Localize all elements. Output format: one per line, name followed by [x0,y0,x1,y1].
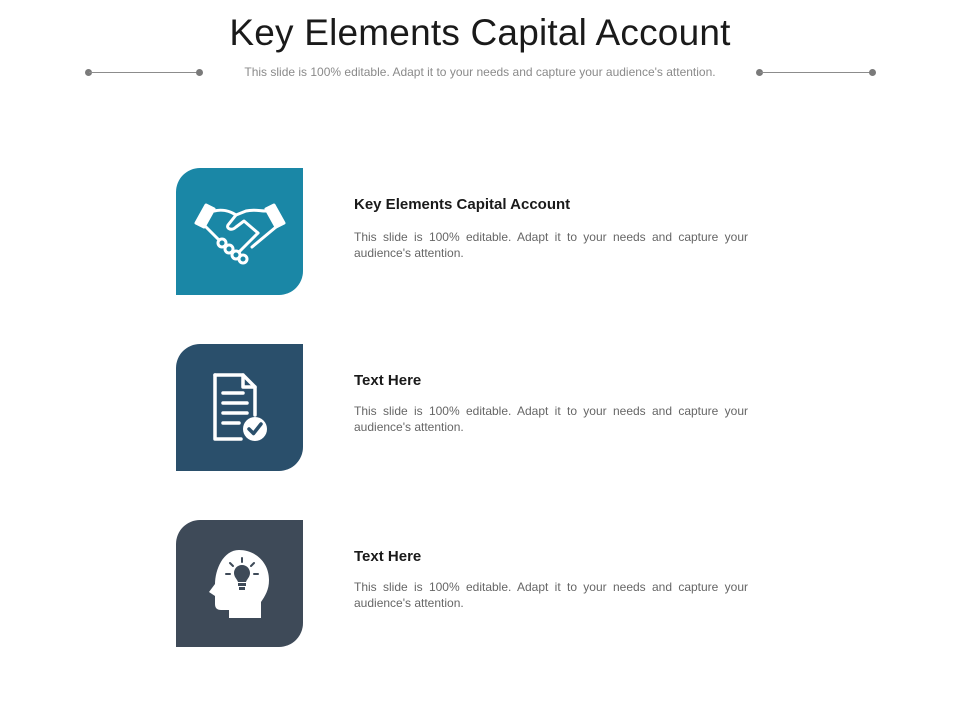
document-check-icon [205,371,275,445]
item-1-body: This slide is 100% editable. Adapt it to your needs and capture your audience's attention. [354,230,748,260]
item-3-tile [176,520,303,647]
right-outer-dot [869,69,876,76]
handshake-icon [192,199,288,265]
item-2-body: This slide is 100% editable. Adapt it to your needs and capture your audience's attention. [354,404,748,434]
right-divider-line [760,72,872,73]
subtitle-row [0,64,960,82]
item-1-tile [176,168,303,295]
item-1-heading: Key Elements Capital Account [354,196,571,213]
item-3-body: This slide is 100% editable. Adapt it to your needs and capture your audience's attention. [354,580,748,610]
item-2-tile [176,344,303,471]
left-divider-line [89,72,199,73]
slide-subtitle: This slide is 100% editable. Adapt it to your needs and capture your audience's attention. [244,65,716,79]
slide-title: Key Elements Capital Account [229,12,731,53]
item-2-heading: Text Here [354,372,422,389]
left-inner-dot [196,69,203,76]
head-lightbulb-icon [205,546,275,622]
item-3-heading: Text Here [354,548,422,565]
